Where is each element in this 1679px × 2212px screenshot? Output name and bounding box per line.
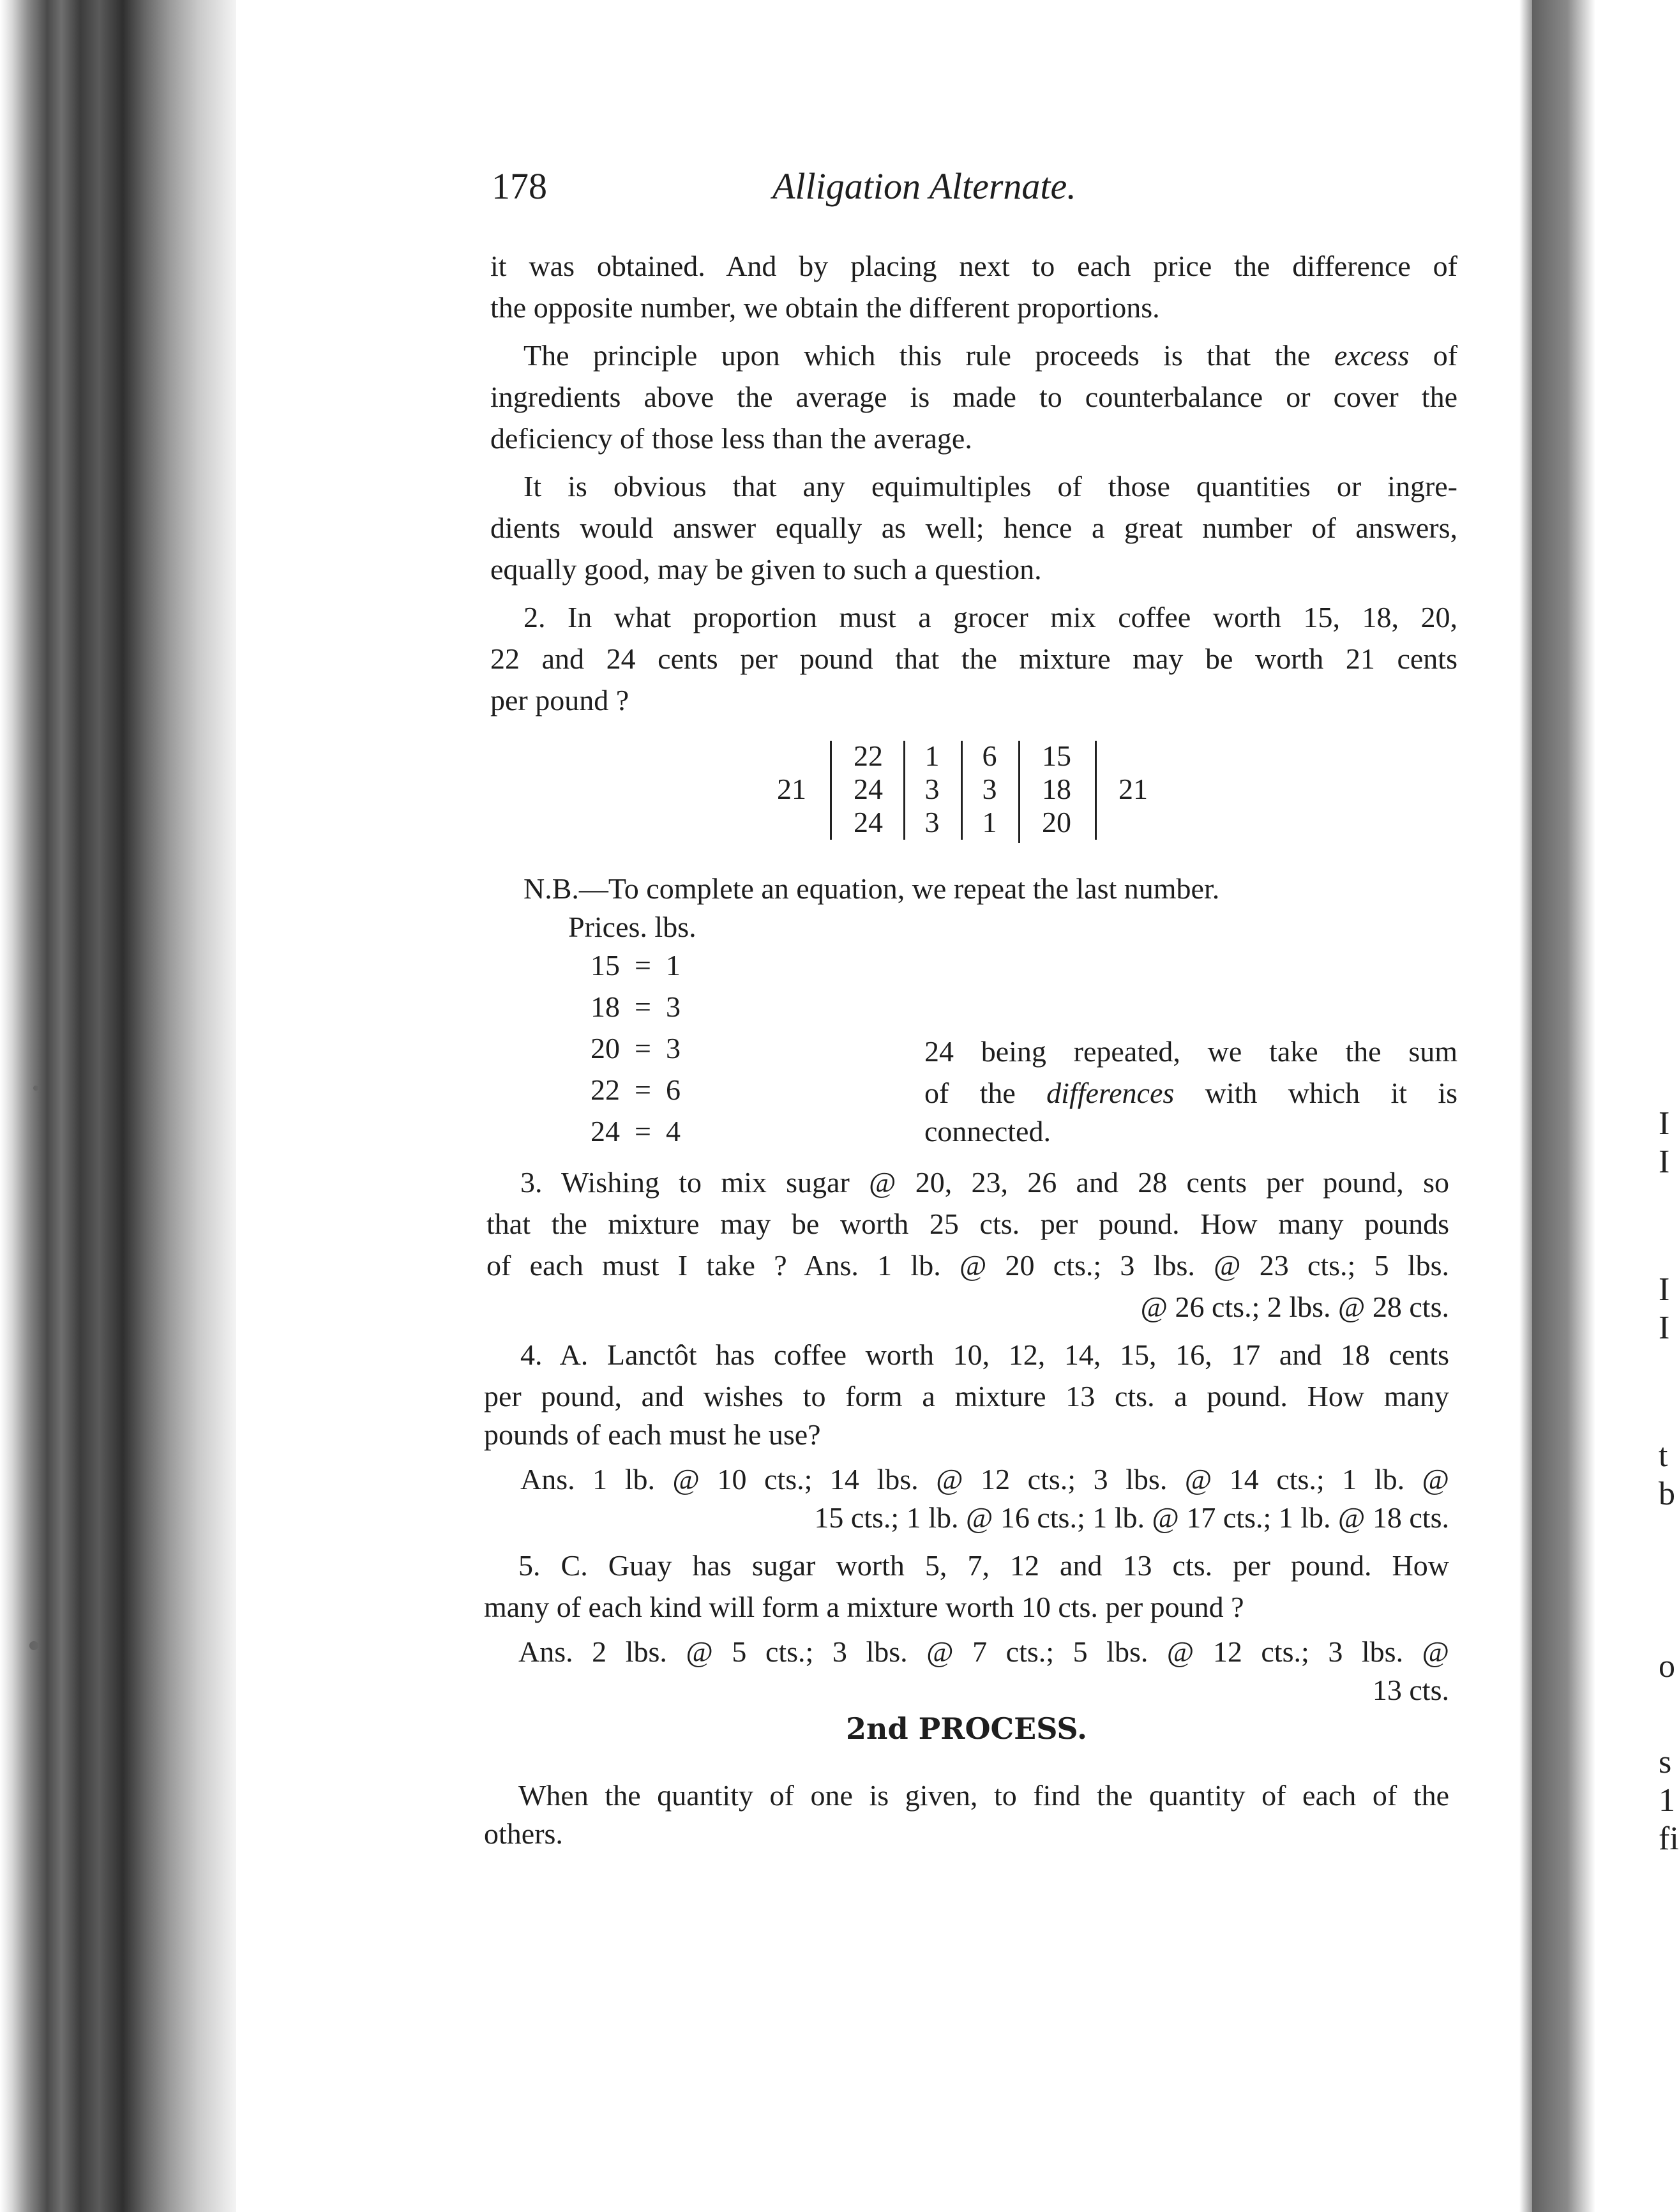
- table-average-left: 21: [777, 773, 806, 805]
- equation-row: 15 = 1: [591, 949, 681, 981]
- emphasis-excess: excess: [1334, 339, 1410, 372]
- facing-page-letter: I: [1659, 1105, 1670, 1142]
- question-line: pounds of each must he use?: [484, 1418, 821, 1451]
- answer-line: of each must I take ? Ans. 1 lb. @ 20 cts.; 3 lbs. @ 23 cts.; 5 lbs.: [486, 1249, 1449, 1282]
- table-cell: 18: [1042, 773, 1071, 805]
- table-cell: 3: [924, 806, 940, 838]
- equation-row: 18 = 3: [591, 990, 681, 1023]
- text-line: The principle upon which this rule proceeds is that the excess of: [523, 339, 1458, 372]
- facing-page-letter: o: [1659, 1648, 1675, 1685]
- text-line: it was obtained. And by placing next to each price the difference of: [490, 250, 1457, 282]
- table-divider: [830, 741, 832, 840]
- table-cell: 6: [982, 739, 997, 772]
- facing-page-letter: 1: [1659, 1782, 1675, 1819]
- nota-bene: N.B.—To complete an equation, we repeat the last number.: [523, 872, 1220, 905]
- text-line: dients would answer equally as well; hence a great number of answers,: [490, 511, 1457, 544]
- page-number: 178: [492, 165, 547, 207]
- side-note-line: of the differences with which it is: [924, 1077, 1458, 1109]
- question-line: that the mixture may be worth 25 cts. per pound. How many pounds: [486, 1208, 1449, 1240]
- facing-page-edge: [1532, 0, 1673, 2212]
- question-line: per pound ?: [490, 684, 629, 716]
- question-line: 5. C. Guay has sugar worth 5, 7, 12 and 13 cts. per pound. How: [518, 1549, 1449, 1582]
- book-binding: [0, 0, 236, 2212]
- answer-line: Ans. 1 lb. @ 10 cts.; 14 lbs. @ 12 cts.; 3 lbs. @ 14 cts.; 1 lb. @: [520, 1463, 1449, 1496]
- emphasis-differences: differences: [1046, 1077, 1175, 1109]
- table-divider: [1095, 741, 1097, 840]
- table-cell: 20: [1042, 806, 1071, 838]
- question-line: 3. Wishing to mix sugar @ 20, 23, 26 and 28 cents per pound, so: [520, 1166, 1449, 1199]
- question-line: per pound, and wishes to form a mixture 13 cts. a pound. How many: [484, 1380, 1449, 1413]
- table-cell: 1: [982, 806, 997, 838]
- table-cell: 15: [1042, 739, 1071, 772]
- scan-speck: [33, 1086, 38, 1091]
- question-line: many of each kind will form a mixture worth 10 cts. per pound ?: [484, 1591, 1244, 1623]
- facing-page-letter: fi: [1659, 1821, 1679, 1857]
- section-heading: 2nd PROCESS.: [846, 1711, 1087, 1746]
- equation-row: 20 = 3: [591, 1032, 681, 1064]
- question-line: 4. A. Lanctôt has coffee worth 10, 12, 14, 15, 16, 17 and 18 cents: [520, 1338, 1449, 1371]
- table-average-right: 21: [1118, 773, 1148, 805]
- table-cell: 3: [924, 773, 940, 805]
- facing-page-letter: t: [1659, 1437, 1668, 1474]
- text-line: When the quantity of one is given, to find the quantity of each of the: [518, 1779, 1449, 1812]
- facing-page-letter: s: [1659, 1744, 1672, 1780]
- facing-page-letter: b: [1659, 1476, 1675, 1512]
- table-cell: 24: [854, 773, 883, 805]
- facing-page-letter: I: [1659, 1271, 1670, 1308]
- table-cell: 1: [924, 739, 940, 772]
- equation-row: 24 = 4: [591, 1115, 681, 1148]
- answer-line: Ans. 2 lbs. @ 5 cts.; 3 lbs. @ 7 cts.; 5 lbs. @ 12 cts.; 3 lbs. @: [518, 1635, 1449, 1668]
- equation-header: Prices. lbs.: [568, 911, 696, 943]
- text-line: It is obvious that any equimultiples of those quantities or ingre-: [523, 470, 1457, 503]
- table-cell: 3: [982, 773, 997, 805]
- scan-speck: [29, 1641, 38, 1650]
- text-line: ingredients above the average is made to counterbalance or cover the: [490, 381, 1457, 413]
- text-line: the opposite number, we obtain the different proportions.: [490, 291, 1160, 324]
- question-line: 2. In what proportion must a grocer mix coffee worth 15, 18, 20,: [523, 601, 1457, 633]
- text-line: others.: [484, 1817, 563, 1850]
- facing-page-letter: I: [1659, 1310, 1670, 1346]
- question-line: 22 and 24 cents per pound that the mixture may be worth 21 cents: [490, 642, 1457, 675]
- answer-line: 15 cts.; 1 lb. @ 16 cts.; 1 lb. @ 17 cts.; 1 lb. @ 18 cts.: [814, 1501, 1449, 1534]
- equation-row: 22 = 6: [591, 1073, 681, 1106]
- answer-line: @ 26 cts.; 2 lbs. @ 28 cts.: [1140, 1291, 1449, 1323]
- facing-page-letter: I: [1659, 1144, 1670, 1180]
- table-divider: [1018, 741, 1020, 843]
- side-note-line: connected.: [924, 1115, 1051, 1148]
- table-cell: 22: [854, 739, 883, 772]
- answer-line: 13 cts.: [1372, 1674, 1449, 1706]
- side-note-line: 24 being repeated, we take the sum: [924, 1035, 1457, 1068]
- text-line: equally good, may be given to such a question.: [490, 553, 1042, 586]
- text-line: deficiency of those less than the average.: [490, 422, 972, 455]
- table-cell: 24: [854, 806, 883, 838]
- running-title: Alligation Alternate.: [772, 165, 1076, 207]
